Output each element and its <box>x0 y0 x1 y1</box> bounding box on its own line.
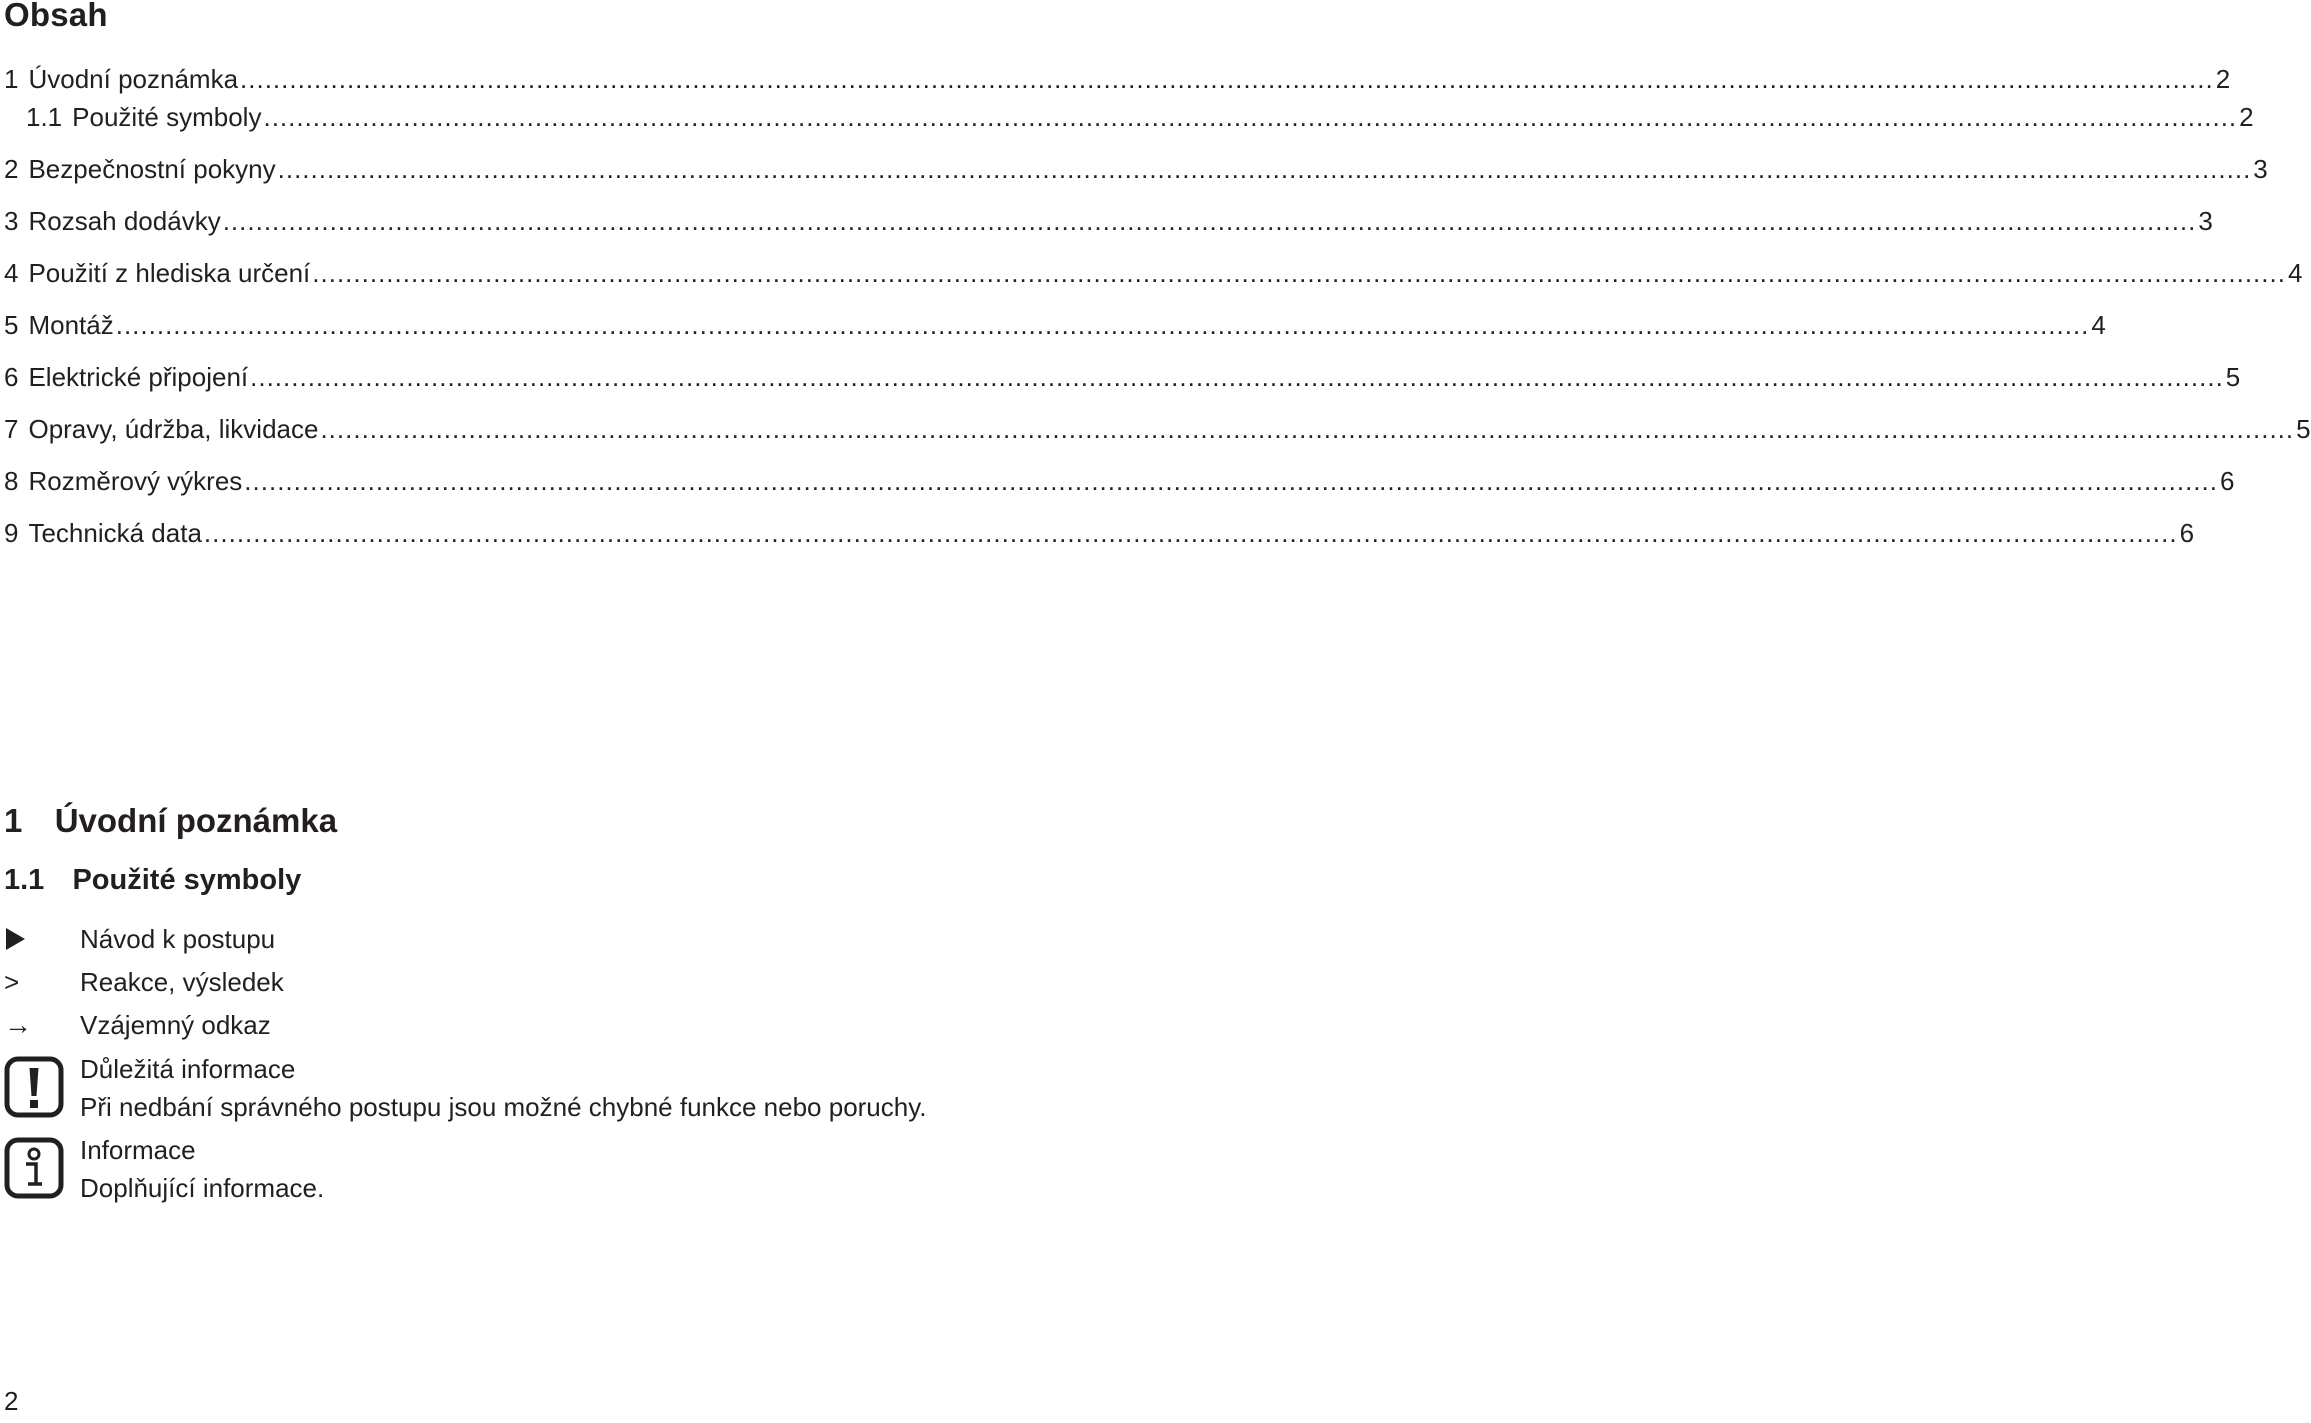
symbol-title: Důležitá informace <box>80 1054 296 1084</box>
toc-entry-1-1[interactable] <box>4 100 2254 134</box>
toc-leader-dots: ................................................................................................................................................................................................................................................ <box>244 466 2218 496</box>
toc-leader-dots: ................................................................................................................................................................................................................................................ <box>263 102 2238 132</box>
toc-leader-dots: ................................................................................................................................................................................................................................................ <box>115 310 2090 340</box>
toc-entry-title: Opravy, údržba, likvidace <box>28 414 319 444</box>
toc-entry-page: 4 <box>2287 258 2303 288</box>
toc-leader-dots: ................................................................................................................................................................................................................................................ <box>240 64 2214 94</box>
toc-entry-number: 3 <box>4 206 19 236</box>
toc-entry-title: Použité symboly <box>72 102 262 132</box>
symbol-description: Reakce, výsledek <box>80 967 284 997</box>
toc-entry-number: 5 <box>4 310 19 340</box>
greater-than-icon: > <box>4 966 20 997</box>
info-icon <box>4 1137 60 1199</box>
toc-entry-page: 5 <box>2296 414 2311 444</box>
arrow-right-icon: → <box>4 1009 32 1040</box>
page-number: 2 <box>4 1386 19 1416</box>
toc-entry-title: Rozměrový výkres <box>28 466 243 496</box>
symbol-title: Informace <box>80 1135 196 1165</box>
toc-leader-dots: ................................................................................................................................................................................................................................................ <box>277 154 2252 184</box>
toc-entry-page: 5 <box>2225 362 2241 392</box>
symbol-description: Doplňující informace. <box>80 1173 325 1203</box>
toc-entry-page: 6 <box>2179 518 2195 548</box>
toc-entry-9[interactable] <box>4 516 2195 550</box>
toc-entry-page: 4 <box>2091 310 2106 340</box>
toc-entry-number: 9 <box>4 518 19 548</box>
subsection-number: 1.1 <box>4 864 45 896</box>
symbol-description: Vzájemný odkaz <box>80 1010 271 1040</box>
page-title: Obsah <box>4 0 108 33</box>
toc-entry-page: 2 <box>2215 64 2231 94</box>
toc-entry-title: Úvodní poznámka <box>28 64 239 94</box>
toc-entry-page: 2 <box>2239 102 2254 132</box>
toc-entry-4[interactable] <box>4 256 2303 290</box>
toc-entry-page: 6 <box>2219 466 2235 496</box>
toc-leader-dots: ................................................................................................................................................................................................................................................ <box>222 206 2197 236</box>
toc-entry-title: Elektrické připojení <box>28 362 249 392</box>
toc-entry-3[interactable] <box>4 204 2213 238</box>
toc-entry-title: Montáž <box>28 310 114 340</box>
toc-entry-number: 1.1 <box>26 102 63 132</box>
toc-leader-dots: ................................................................................................................................................................................................................................................ <box>320 414 2295 444</box>
toc-entry-2[interactable] <box>4 152 2268 186</box>
section-number: 1 <box>4 802 23 839</box>
toc-entry-number: 8 <box>4 466 19 496</box>
toc-leader-dots: ................................................................................................................................................................................................................................................ <box>203 518 2178 548</box>
toc-leader-dots: ................................................................................................................................................................................................................................................ <box>312 258 2286 288</box>
toc-entry-title: Bezpečnostní pokyny <box>28 154 276 184</box>
toc-entry-number: 4 <box>4 258 19 288</box>
instruction-triangle-icon <box>4 926 60 952</box>
toc-entry-number: 7 <box>4 414 19 444</box>
section-heading <box>4 802 337 840</box>
section-title: Úvodní poznámka <box>54 802 338 839</box>
toc-entry-number: 6 <box>4 362 19 392</box>
subsection-title: Použité symboly <box>72 864 302 896</box>
toc-leader-dots: ................................................................................................................................................................................................................................................ <box>250 362 2224 392</box>
symbol-description: Návod k postupu <box>80 924 276 954</box>
toc-entry-7[interactable] <box>4 412 2311 446</box>
warning-exclamation-icon <box>4 1056 60 1118</box>
subsection-heading <box>4 864 301 897</box>
toc-entry-5[interactable] <box>4 308 2106 342</box>
toc-entry-page: 3 <box>2253 154 2268 184</box>
toc-entry-number: 2 <box>4 154 19 184</box>
toc-entry-title: Rozsah dodávky <box>28 206 221 236</box>
symbol-description: Při nedbání správného postupu jsou možné chybné funkce nebo poruchy. <box>80 1092 927 1122</box>
toc-entry-title: Technická data <box>28 518 202 548</box>
toc-entry-title: Použití z hlediska určení <box>28 258 311 288</box>
toc-entry-8[interactable] <box>4 464 2235 498</box>
toc-entry-number: 1 <box>4 64 19 94</box>
toc-entry-1[interactable] <box>4 62 2231 96</box>
toc-entry-page: 3 <box>2198 206 2213 236</box>
toc-entry-6[interactable] <box>4 360 2241 394</box>
